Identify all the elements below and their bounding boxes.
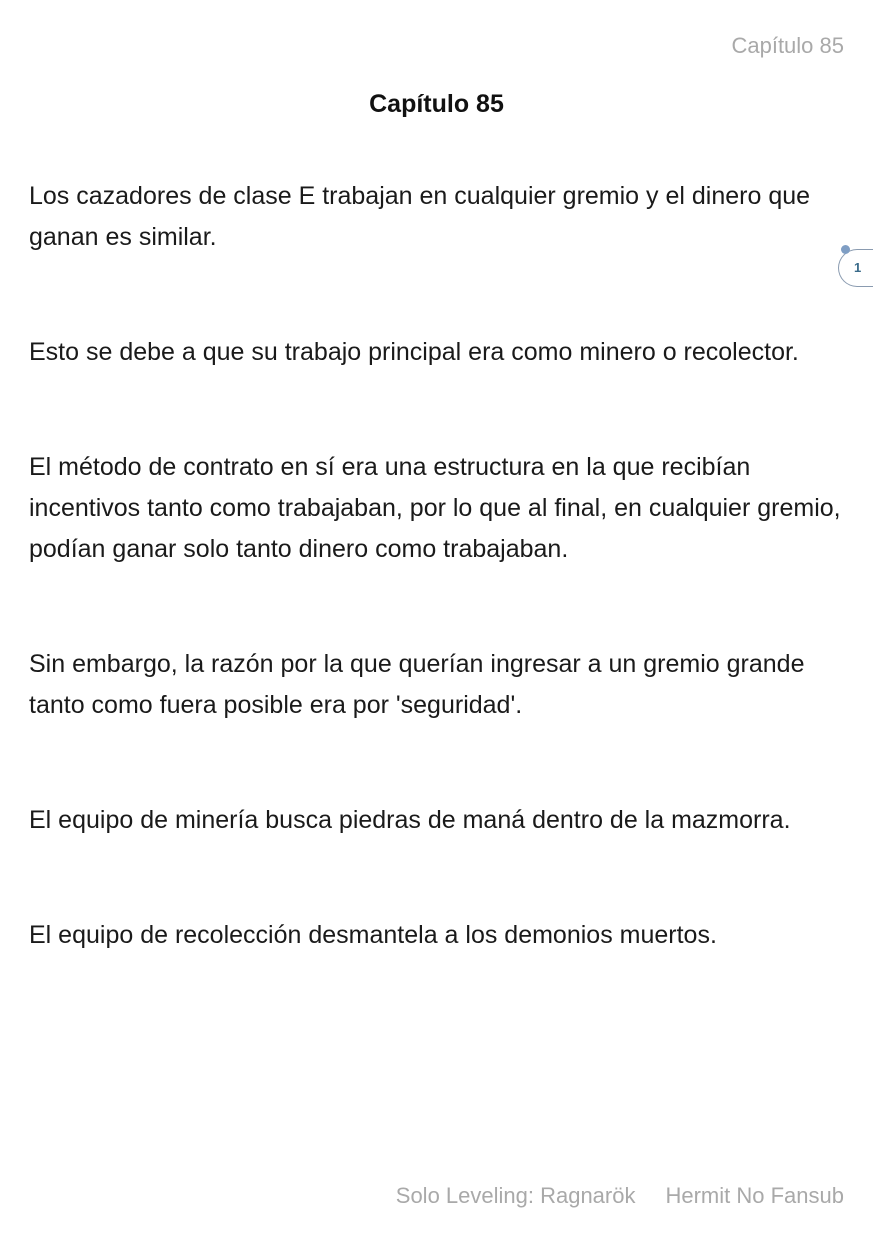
footer-translator: Hermit No Fansub	[665, 1183, 844, 1208]
running-header: Capítulo 85	[731, 33, 844, 58]
chapter-title: Capítulo 85	[369, 90, 504, 118]
indicator-dot-icon	[841, 245, 850, 254]
paragraph: El método de contrato en sí era una estructura en la que recibían incentivos tanto como trabajaban, por lo que al final, en cualquier gremio, podían ganar solo tanto dinero como trabajaban.	[29, 453, 841, 563]
paragraph: Los cazadores de clase E trabajan en cualquier gremio y el dinero que ganan es similar.	[29, 182, 811, 251]
paragraph: Sin embargo, la razón por la que querían ingresar a un gremio grande tanto como fuera posible era por 'seguridad'.	[29, 650, 805, 719]
chapter-body	[29, 176, 844, 956]
paragraph: El equipo de recolección desmantela a los demonios muertos.	[29, 921, 717, 949]
footer-book-title: Solo Leveling: Ragnarök	[395, 1183, 636, 1208]
footer	[396, 1182, 844, 1210]
paragraph: Esto se debe a que su trabajo principal era como minero o recolector.	[29, 338, 799, 366]
page-indicator-tab[interactable]	[838, 249, 873, 287]
page-number: 1	[854, 260, 862, 275]
paragraph: El equipo de minería busca piedras de maná dentro de la mazmorra.	[29, 806, 791, 834]
